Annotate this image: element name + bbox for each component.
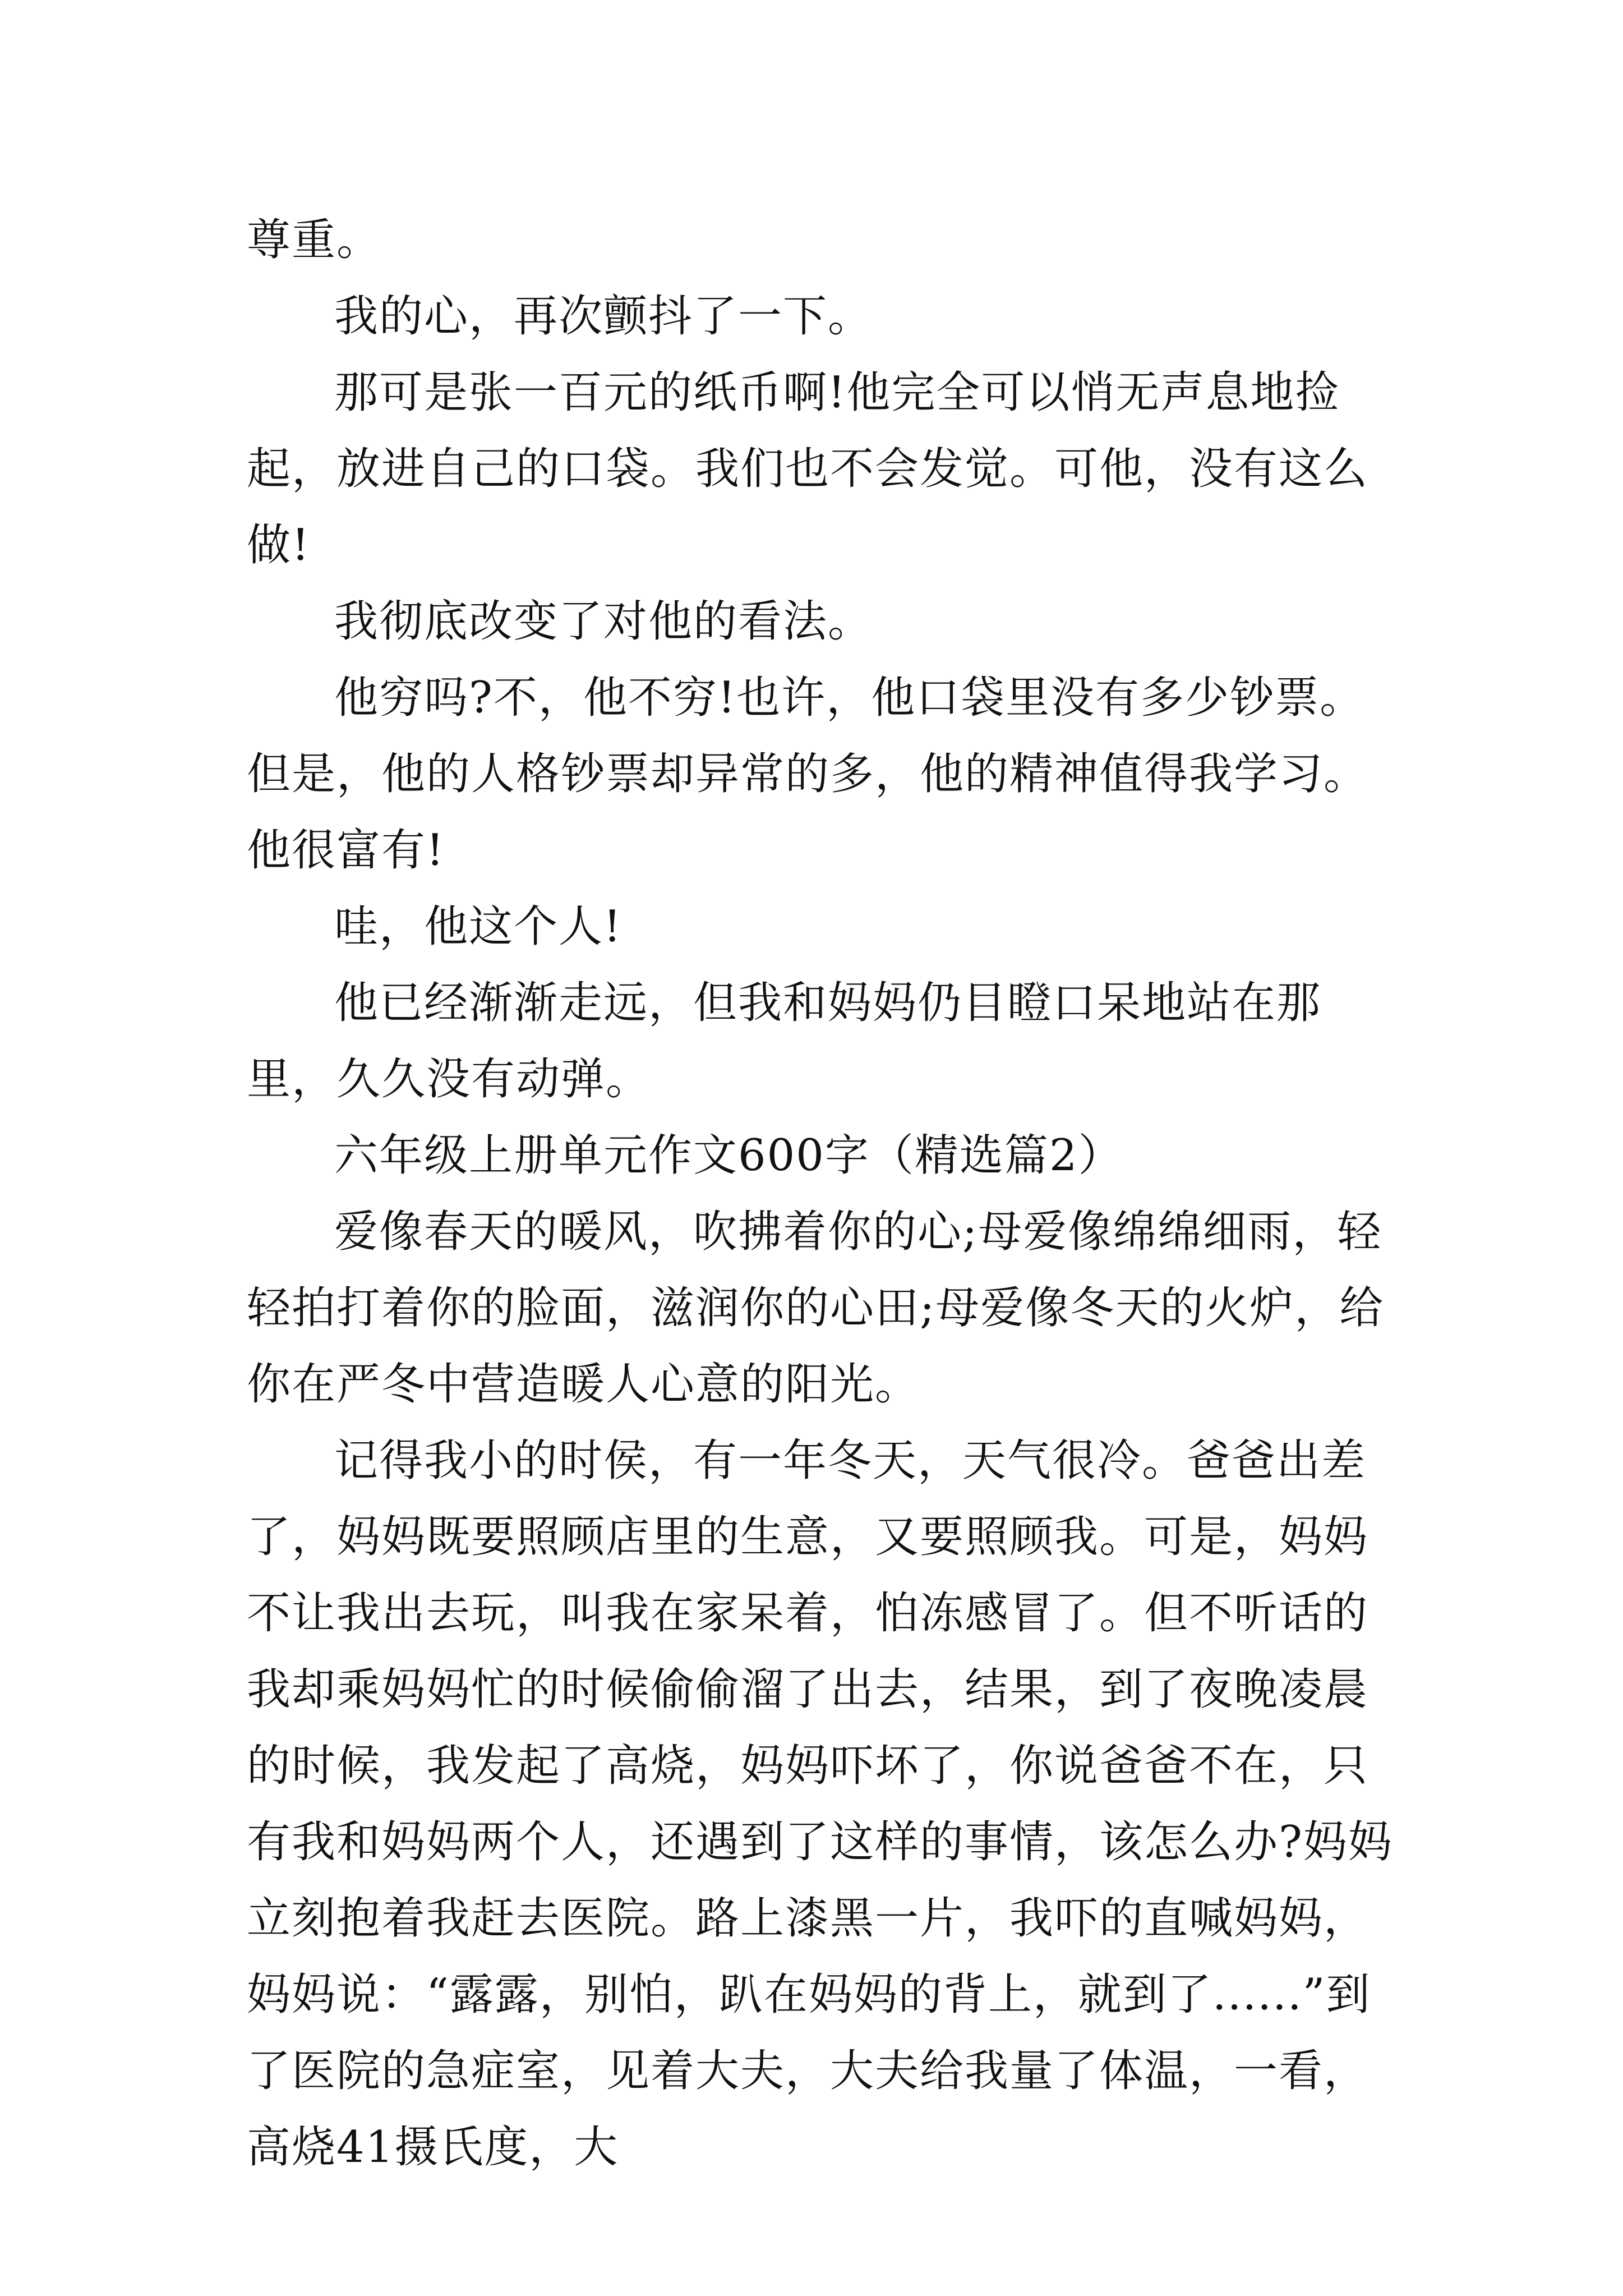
paragraph-6: 哇，他这个人! <box>334 901 623 952</box>
paragraph-9: 记得我小的时侯，有一年冬天，天气很冷。爸爸出差了，妈妈既要照顾店里的生意，又要照顾我。可是，妈妈不让我出去玩，叫我在家呆着，怕冻感冒了。但不听话的我却乘妈妈忙的时候偷偷溜了出去，结果，到了夜晚凌晨的时候，我发起了高烧，妈妈吓坏了，你说爸爸不在，只有我和妈妈两个人，还遇到了这样的事情，该怎么办?妈妈立刻抱着我赶去医院。路上漆黑一片，我吓的直喊妈妈，妈妈说：“露露，别怕，趴在妈妈的背上，就到了......”到了医院的急症室，见着大夫，大夫给我量了体温，一看，高烧41摄氏度，大 <box>247 1435 1393 2173</box>
paragraph-1: 尊重。 <box>247 215 382 265</box>
paragraph-8: 爱像春天的暖风，吹拂着你的心;母爱像绵绵细雨，轻轻拍打着你的脸面，滋润你的心田;母爱像冬天的火炉，给你在严冬中营造暖人心意的阳光。 <box>247 1207 1385 1410</box>
paragraph-2: 我的心，再次颤抖了一下。 <box>334 291 873 342</box>
paragraph-5: 他穷吗?不，他不穷!也许，他口袋里没有多少钞票。但是，他的人格钞票却异常的多，他的精神值得我学习。他很富有! <box>247 673 1369 876</box>
paragraph-4: 我彻底改变了对他的看法。 <box>334 596 873 647</box>
document-body <box>247 202 1396 2185</box>
paragraph-3: 那可是张一百元的纸币啊!他完全可以悄无声息地捡起，放进自己的口袋。我们也不会发觉。可他，没有这么做! <box>247 367 1369 570</box>
section-heading: 六年级上册单元作文600字（精选篇2） <box>334 1130 1123 1181</box>
paragraph-7: 他已经渐渐走远，但我和妈妈仍目瞪口呆地站在那里，久久没有动弹。 <box>247 978 1322 1105</box>
